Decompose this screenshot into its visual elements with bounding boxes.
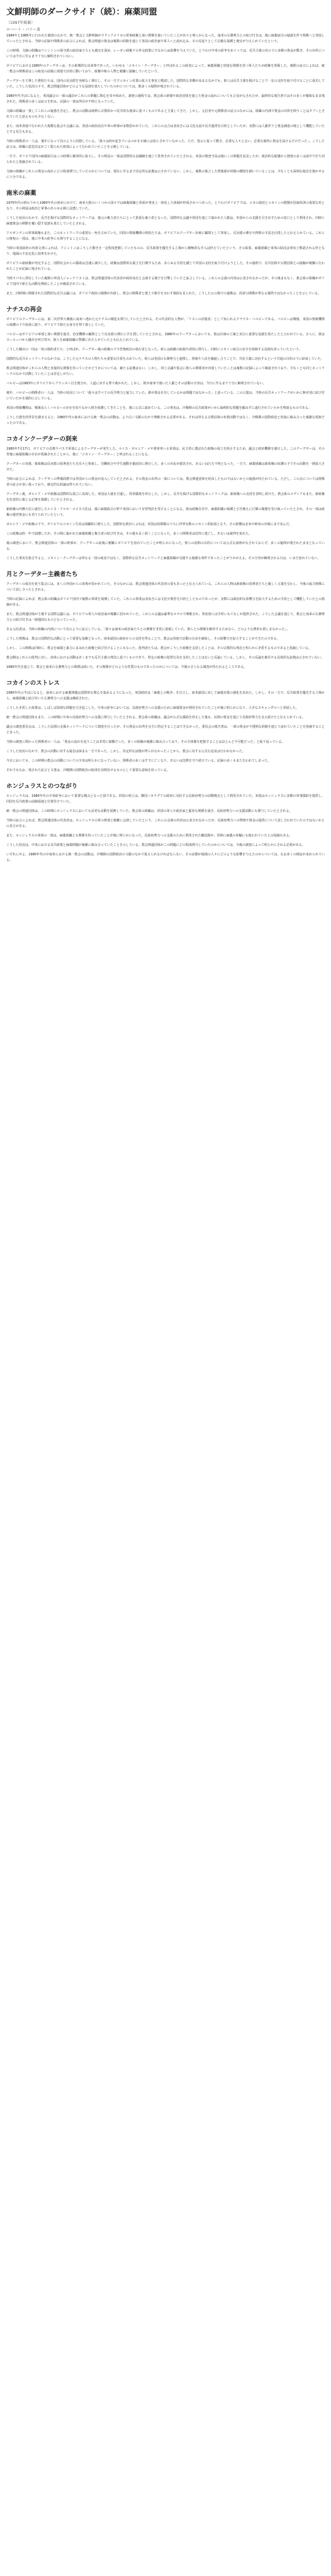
paragraph: この時期、文師の組織はワシントンの保守派の政治家たちとも親交を深め、レーガン政権下の外交政策に少なからぬ影響を与えていた。とりわけ中米の紛争をめぐっては、反共主義の名の下に多額の資金が動き、その出所については今日に至るまで十分に解明されていない。 bbox=[6, 49, 325, 58]
paragraph: ボリビアにおける1980年のクーデターは、その象徴的な出来事であった。いわゆる「コカイン・クーデター」と呼ばれるこの政変によって、麻薬組織と密接な関係を持つ軍人たちが政権を掌握した。複数の証言によれば、統一教会の関係者はこの政変の前後に現地で活発に動いており、政権中枢の人物と頻繁に接触していたという。 bbox=[6, 64, 325, 74]
paragraph: 1984年と1985年に行われた調査のなかで、統一教会と文鮮明師がラテンアメリカの軍事政権と深い関係を築いていたことが次々と明らかになった。南米の右翼勢力との結び付きは、後に麻薬取引の疑惑を伴う関係へと発展していったとされる。当時の記録や関係者の証言によれば、教会関連の資金は複数の経路を通じて各国の政治家や軍人へと流れ込み、その見返りとして広範な保護と便宜が与えられていたという。 bbox=[6, 34, 325, 43]
paragraph: 今日においても、この時期の教会の活動についての全容は明らかになっていない。関係者の多くはすでに亡くなり、あるいは沈黙を守り続けている。記録の多くもまた失われてしまった。 bbox=[6, 759, 271, 763]
paragraph: 当時ラパスに滞在していた複数の外国人ジャーナリストは、教会関連団体の代表者が政府高官と会談する様子を目撃していたと証言している。これらの会談の内容は公表されなかったが、その後まもなく、教会系の組織がボリビア国内で新たな活動を開始したことが確認されている。 bbox=[6, 277, 325, 286]
paragraph: アルゼンチンの軍事政権もまた、このネットワークの重要な一角を占めていた。同国の情報機関の将校たちは、ボリビアのクーデター計画に顧問として参加し、反対派の弾圧や拷問の手法を伝授したと伝えられている。これらの将校の一部は、後に中米の紛争にも関与することになる。 bbox=[6, 231, 325, 241]
section-heading: 南米の麻薬 bbox=[6, 190, 36, 197]
paragraph: しかし、この関係は同時に、教会を麻薬と暴力にまみれた政権と結び付けることにもなった。批判者たちは、教会がこうした政権を支持したことは、その宗教的な理念と明らかに矛盾するものであると指摘している。 bbox=[6, 647, 312, 650]
paragraph: 国際的な反共ネットワークのなかでは、こうした元ナチスの人物たちも重要な位置を占めていた。彼らは各国の右翼勢力と連携し、情報や人員を融通し合うことで、共産主義に対抗するという共通の目的の下に結束していた。 bbox=[6, 357, 324, 361]
paragraph: この政権は約一年で崩壊したが、その間に築かれた麻薬組織と権力者の結び付きは、その後も長く続くことになった。多くの関係者は国外に逃亡し、あるいは裁判を免れた。 bbox=[6, 532, 252, 536]
paragraph: 後の調査において、教会関連団体の一部の幹部が、クーデターの前後に頻繁にボリビアを訪れていたことが明らかになった。彼らの訪問の目的については公式な説明がなされておらず、多くの疑問が残されたままとなっている。 bbox=[6, 541, 325, 551]
paragraph: 当時の関係者の一人は、後年になって次のように回想している。「我々は何が起きているのかを正確には知らされていなかった。ただ、指示に従って動き、必要な人々と会い、必要な場所に資金を届けるだけだった」。こうした証言は、組織の意思決定がごく限られた幹部によって行われていたことを示唆している。 bbox=[6, 140, 325, 149]
paragraph: 当時の証言によれば、クーデターの準備段階では外国からの資金が流入していたとされる。その資金の出所の一部については、教会関連団体を経由したものではないかとの疑惑が持たれている。ただし、この点については関係者の証言が食い違っており、確定的な結論は得られていない。 bbox=[6, 477, 325, 487]
paragraph: また、南米各地で行われた大規模な集会や会議には、各国の政府高官や軍の幹部が多数招かれていた。これらの会合は表向きには文化交流や反共連帯を目的としていたが、実際には人脈作りと資金調達の場として機能していたとする見方もある。 bbox=[6, 125, 325, 134]
section-body bbox=[6, 201, 325, 297]
paragraph: こうした傭兵の一団は「死の婚約者たち」と呼ばれ、クーデター後の政権の下で恐怖政治の執行者となった。彼らは政敵の暗殺や誘拐に関与し、同時にコカイン取引の安全を保障する役割も担っていたという。 bbox=[6, 348, 302, 352]
section-body bbox=[6, 33, 325, 180]
section-body bbox=[6, 582, 325, 670]
paragraph: クーデターの成功を祝う集会には、多くの外国からの来賓が招かれていた。そのなかには、教会関連団体の代表者の姿もあったと伝えられている。これらの人物は新政権の指導者たちと親しく言葉を交わし、今後の協力関係について話し合ったとされる。 bbox=[6, 582, 325, 592]
paragraph: 新政権の内務大臣に就任したルイス・アルセ・ゴメス大佐は、後に麻薬取引の罪で米国において有罪判決を受けることになる。彼は政権在任中、麻薬組織の保護と引き換えに巨額の賄賂を受け取っていたとされ、その一部は政権の運営資金にも充てられていたという。 bbox=[6, 508, 325, 517]
paragraph: 統一教会の関連団体は、この時期にホンジュラスにおいても活発な活動を展開していた。教会系の組織は、同国の軍人や政治家と緊密な関係を築き、反政府勢力への支援活動にも関与していたとされる。 bbox=[6, 809, 293, 813]
section-body bbox=[6, 691, 325, 774]
paragraph: 1980年7月17日、ボリビアの首都ラパスで軍部によるクーデターが発生した。ルイス・ガルシア・メサ将軍率いる軍部は、民主的に選ばれた政権の成立を阻止するため、議会と政府機関を制圧した。このクーデターは、その背後に麻薬組織の存在が指摘されたことから、後に「コカイン・クーデター」と呼ばれることになる。 bbox=[6, 447, 325, 457]
paragraph: こうした状況のなかで、反共を掲げる国際的なネットワークは、地元の権力者たちにとって貴重な後ろ盾となった。国際的な会議や財団を通じて築かれた人脈は、外国からの支援を引き出すための窓口として利用され、同時に麻薬資金の移動を覆い隠す役割も果たしていたとされる。 bbox=[6, 216, 325, 226]
paragraph: ボリビアのクーデターには、第二次世界大戦後に南米へ逃れた元ナチスの戦犯も関与していたとされる。その代表的な人物が、「リヨンの虐殺者」として知られるクラウス・バルビーである。バルビーは戦後、米国の情報機関の保護の下で南米に渡り、ボリビアで新たな身分を得て暮らしていた。 bbox=[6, 318, 325, 327]
paragraph: ある元信者は、当時の組織の内部について次のように証言している。「我々は南米の政治家たちとの関係を非常に重視していた。彼らとの関係を維持するためなら、どのような費用も惜しまなかった」。 bbox=[6, 628, 289, 631]
section-body bbox=[6, 794, 325, 863]
article-date: （1997年掲載） bbox=[6, 21, 35, 25]
paragraph: 文師の組織は一貫してこれらの疑惑を否定し、教会の活動は純粋に宗教的かつ反共的な使命に基づくものであると主張してきた。しかし、元信者や元関係者の証言のなかには、組織の内部で資金の出所を問うことはタブーとされていたと語るものも少なくない。 bbox=[6, 109, 325, 119]
paragraph: 1980年代を通じて、教会と南米の右翼勢力との関係は続いた。その関係がどのような性質のものであったのかについては、今後のさらなる調査が待たれるところである。 bbox=[6, 665, 247, 669]
article bbox=[0, 0, 331, 863]
paragraph: 文師の組織がこれらの資金の流れにどの程度関与していたのかについては、現在に至るまで決定的な証拠は示されていない。しかし、複数の独立した情報源が同様の構図を描いていることは、少なくとも深刻な疑念を抱かせるに十分である。 bbox=[6, 170, 325, 179]
paragraph: また、教会関連団体が主催する国際会議には、ボリビアの軍人や政治家が頻繁に招かれていた。これらの会議は豪華なホテルで開催され、参加者には手厚いもてなしが提供された。こうした会議を通じて、教会と南米の右翼勢力との結び付きは一層強固なものとなっていった。 bbox=[6, 613, 325, 622]
article-author: ロバート・パリー著 bbox=[6, 28, 41, 32]
paragraph: こうした状況は、中米における反共政策と麻薬問題が複雑に絡み合っていたことを示している。教会関連団体がこの問題にどの程度関与していたのかについては、今後の調査によって明らかにされる必要がある。 bbox=[6, 843, 305, 847]
paragraph: 当時の証言によれば、教会関連団体の代表者は、ホンジュラスの軍の幹部と頻繁に会談していたという。これらの会談の内容は公表されなかったが、反政府勢力への物資や資金の提供について話し合われていたのではないかとの見方がある。 bbox=[6, 819, 325, 828]
paragraph: バルビーは1983年にボリビアからフランスへ引き渡され、人道に対する罪で裁かれた。しかし、彼が南米で築いた人脈とその活動の全容は、今日に至るまで十分に解明されていない。 bbox=[6, 382, 266, 386]
paragraph: 1980年代の半ばになると、南米における麻薬問題は国際的な関心を集めるようになった。米国政府は「麻薬との戦争」を宣言し、南米諸国に対して麻薬対策の強化を求めた。しかし、その一方で、反共政策を優先する立場から、麻薬組織と結び付いた右翼勢力への支援は継続された。 bbox=[6, 691, 325, 701]
paragraph: クーデターを主導した将校たちは、国内の反対派を容赦なく弾圧し、その一方でコカイン産業の拡大を事実上黙認した。国際的な非難が高まるなかでも、彼らは反共主義を掲げることで一定の支持を取り付けることに成功していた。こうした状況の下で、教会関連団体がどのような役割を果たしていたのかについては、数多くの疑問が残されている。 bbox=[6, 79, 325, 89]
article-title: 文鮮明師のダークサイド（続）：麻薬同盟 bbox=[6, 8, 157, 17]
paragraph: こうした事実を総合すると、コカイン・クーデターは単なる一国の政変ではなく、国際的な反共ネットワークと麻薬組織が交錯する複雑な事件であったことがうかがえる。その全容が解明される日は、いまだ訪れていない。 bbox=[6, 557, 321, 560]
paragraph: 当時の米国政府の内部文書によれば、ワシントンはこうした動きを一定程度把握していたものの、反共政策を優先する立場から積極的な介入は控えていたという。その結果、麻薬組織と軍部の結託は事実上黙認される形となり、地域の不安定化に拍車をかけた。 bbox=[6, 247, 325, 256]
paragraph: こうした歴史的背景を踏まえると、1980年代の南米における統一教会の活動は、より広い文脈のなかで理解される必要がある。それは単なる宗教団体の布教活動ではなく、冷戦期の国際政治と密接に絡み合った複雑な現象だったのである。 bbox=[6, 416, 325, 425]
section-body bbox=[6, 447, 325, 562]
section-heading: ホンジュラスとのつながり bbox=[6, 783, 78, 790]
paragraph: 教会側はこれらの批判に対し、南米における活動はあくまでも反共主義の理念に基づくものであり、特定の政権の犯罪行為を支持したことはないと反論している。しかし、その反論を裏付ける具体的な証拠は示されていない。 bbox=[6, 656, 325, 660]
paragraph: こうした状況のなかで、教会の活動に対する疑念は深まる一方であった。しかし、決定的な証拠が得られなかったことから、教会に対する公式な追及は行われなかった。 bbox=[6, 750, 245, 753]
paragraph: 教会関連団体がこれらの人物と直接的な関係を持っていたかどうかについては、確たる証拠はない。しかし、同じ会議や集会に彼らの関係者が出席していたことは複数の記録によって確認されており、少なくとも同じネットワークのなかで活動していたことは否定しがたい。 bbox=[6, 367, 325, 376]
paragraph: それでもなお、残された証言と文書は、冷戦期の国際政治の暗部を垣間見せるものとして重要な意味を持っている。 bbox=[6, 769, 171, 772]
paragraph: 一方で、ボリビア国内の麻薬取引はこの時期に爆発的に拡大し、その利益の一部は国際的な金融網を通じて洗浄されていたとされる。米国の捜査当局は後にこの問題を追及したが、政治的な配慮から捜査の多くは途中で打ち切られたと指摘されている。 bbox=[6, 155, 325, 164]
paragraph: 当時の調査に関わった関係者の一人は、「資金の流れを追うことは非常に困難だった。多くの組織が複雑に絡み合っており、その全体像を把握することはほとんど不可能だった」と振り返っている。 bbox=[6, 740, 285, 744]
paragraph: こうした矛盾した政策は、しばしば深刻な問題を引き起こした。中米の紛争においては、反政府勢力への支援のために麻薬資金が利用されていたことが後に明らかになり、大きなスキャンダルへと発展した。 bbox=[6, 706, 299, 710]
section-heading: 月とクーデター主義者たち bbox=[6, 571, 78, 578]
paragraph: 当時の記録によれば、教会系の組織はボリビア国内で複数の事業を展開していた。これらの事業は表向きには文化や教育を目的としたものであったが、実際には政治的な影響力を拡大するための手段として機能していたとの指摘がある。 bbox=[6, 597, 325, 607]
paragraph: 米国の情報機関は、戦後長らくバルビーの存在を知りながら彼を保護してきたことを、後に公式に認めている。この事実は、冷戦期の反共政策がいかに倫理的な問題を顧みずに遂行されていたかを物語るものである。 bbox=[6, 406, 311, 410]
paragraph: ホンジュラスは、1980年代の中米紛争において重要な拠点となった国である。同国の領土は、隣国ニカラグアの政府に対抗する反政府勢力の活動拠点として利用されていた。米国はホンジュラスに多額の軍事援助を提供し、同国を反共政策の前線基地と位置付けていた。 bbox=[6, 794, 325, 804]
paragraph: クーデターの直後、新政権は反対派の指導者たちを次々と拘束し、労働組合や学生運動を徹底的に弾圧した。多くの市民が殺害され、あるいは行方不明となった。一方で、麻薬組織は新政権の庇護の下でその活動を一層拡大させた。 bbox=[6, 462, 325, 472]
paragraph: 1970年代の終わりから1980年代の初めにかけて、南米大陸のいくつかの国々では麻薬組織と軍部が事実上一体化した体制が形成されつつあった。とりわけボリビアでは、コカの栽培とコカインの精製が国家経済の重要な柱となり、その利益は政治と軍事のあらゆる層に浸透していた。 bbox=[6, 201, 325, 211]
section-heading: ナチスの再会 bbox=[6, 306, 42, 313]
section-heading: コカインのストレス bbox=[6, 680, 60, 687]
paragraph: 議会の調査委員会は、こうした民間の支援ネットワークについて調査を行ったが、その資金の出所を完全に特定することはできなかった。委員会の報告書は、一部の資金が不透明な経路を通じて流れていたことを指摘するにとどまった。 bbox=[6, 725, 325, 735]
paragraph: また、ホンジュラスの軍部の一部は、麻薬組織とも関係を持っていたことが後に明らかになった。反政府勢力への支援のために利用された輸送路が、同時に麻薬の密輸にも使われていたとの指摘もある。 bbox=[6, 834, 293, 838]
paragraph: クーデター後、ガルシア・メサ政権は国際的な孤立に直面した。米国は大使を召還し、経済援助を停止した。しかし、反共を掲げる国際的なネットワークは、新政権への支持を表明し続けた。教会系のメディアもまた、新政権を好意的に報じる記事を掲載していたとされる。 bbox=[6, 492, 325, 502]
paragraph: バルビーはボリビアの軍部と深い関係を築き、治安機関の顧問として反対派の弾圧に手を貸していたとされる。1980年のクーデターにおいても、彼は計画の立案と実行に重要な役割を果たしたと言われている。さらに、彼はヨーロッパから傭兵を呼び寄せ、彼らを麻薬組織の警護にあたらせていたとも伝えられている。 bbox=[6, 333, 325, 342]
article-body bbox=[6, 33, 325, 863]
paragraph: 後年、バルビーの関係者の一人は、当時の状況について「我々はすべての反共勢力と協力していた。誰が資金を出しているかは問題ではなかった」と語っている。この言葉は、当時の反共ネットワークがいかに無差別に結び付いていたかを端的に示している。 bbox=[6, 391, 325, 401]
paragraph: 統一教会の関連団体もまた、この時期に中米の反政府勢力への支援に関与していたとされる。教会系の組織は、議会が公式な援助を停止した後も、民間の資金を通じて反政府勢力を支え続けたと伝えられている。 bbox=[6, 716, 306, 719]
paragraph: ボリビアの新政権が発足すると、国際社会からの援助は急速に減少した。政権は国際的な孤立を打開するため、あらゆる手段を講じて外国の支持を取り付けようとした。その過程で、反共団体や宗教団体との接触が頻繁に行われたことが記録に残されている。 bbox=[6, 262, 325, 271]
paragraph: いずれにせよ、1980年代の中南米における統一教会の活動は、冷戦期の国際政治の文脈のなかで捉えられなければならない。その活動が地域の人々にどのような影響を与えたのかについては、なお多くの検証が求められている。 bbox=[6, 853, 325, 862]
section-body bbox=[6, 317, 325, 426]
paragraph: ガルシア・メサ政権の下で、ボリビアのコカイン生産は飛躍的に増大した。国際的な推計によれば、同国は短期間のうちに世界有数のコカイン供給国となり、その影響は北米や欧州の市場にまで及んだ。 bbox=[6, 523, 293, 526]
paragraph: 1980年代半ばになると、米国議会の一部の議員がこれらの問題に関心を寄せ始めた。調査の過程では、教会系の新聞や政治団体を通じた資金の流れについても言及がなされたが、最終的な報告書ではその多くが曖昧なまま残された。関係者の多くは証言を拒み、記録の一部は所在が不明となっていた。 bbox=[6, 94, 325, 104]
section-heading: コカインクーデターの到来 bbox=[6, 436, 78, 443]
paragraph: また、同時期に開催された国際的な反共会議には、ボリビア政府の閣僚が出席し、教会の関係者と壇上で握手を交わす場面も見られた。こうした公の場での連携は、両者の関係が単なる偶然ではなかったことを示している。 bbox=[6, 292, 322, 296]
paragraph: こうした関係は、教会の国際的な活動にとって重要な基盤となった。南米諸国の政府からの支持を得ることで、教会は各地で活動の自由を確保し、その影響力を拡大することができたのである。 bbox=[6, 637, 280, 641]
